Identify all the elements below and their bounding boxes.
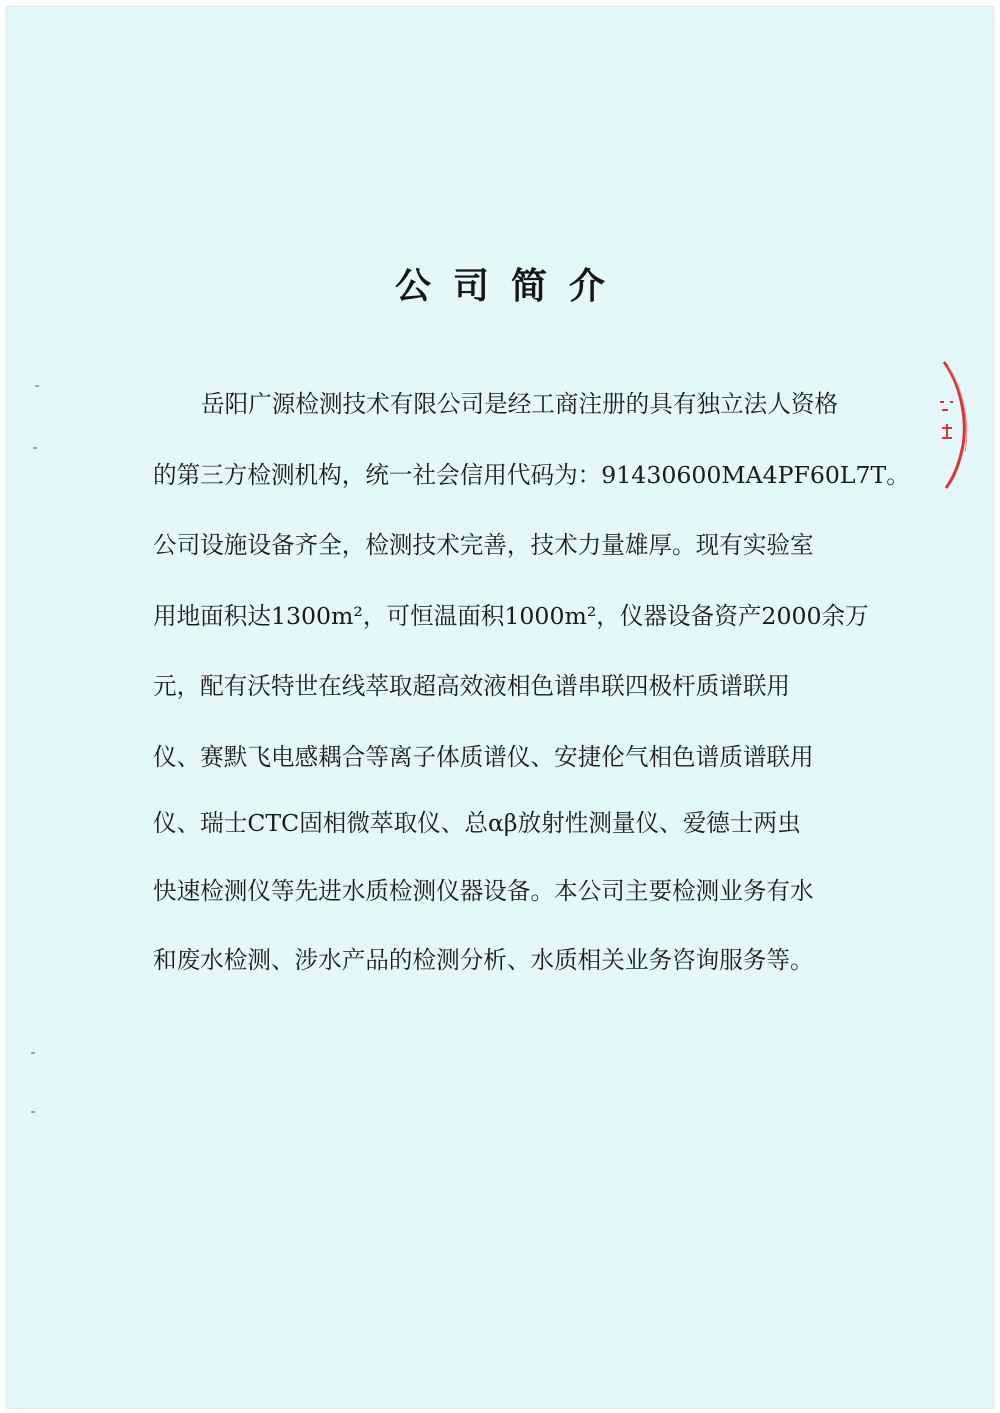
title-char: 公	[394, 266, 431, 307]
paragraph-line: 仪、赛默飞电感耦合等离子体质谱仪、安捷伦气相色谱质谱联用	[153, 743, 814, 771]
scan-speck	[35, 385, 39, 387]
scan-speck	[31, 1111, 35, 1113]
paragraph-line: 元，配有沃特世在线萃取超高效液相色谱串联四极杆质谱联用	[153, 672, 791, 700]
paragraph-line: 的第三方检测机构，统一社会信用代码为：91430600MA4PF60L7T。	[153, 461, 910, 489]
title-char: 简	[511, 266, 548, 307]
document-page	[6, 6, 994, 1409]
paragraph-line: 岳阳广源检测技术有限公司是经工商注册的具有独立法人资格	[201, 390, 839, 418]
seal-arc-icon	[922, 358, 970, 492]
paragraph-line: 公司设施设备齐全，检测技术完善，技术力量雄厚。现有实验室	[153, 531, 814, 559]
paragraph-line: 仪、瑞士CTC固相微萃取仪、总αβ放射性测量仪、爱德士两虫	[153, 809, 801, 837]
paragraph-line: 用地面积达1300m²，可恒温面积1000m²，仪器设备资产2000余万	[153, 602, 869, 630]
scan-speck	[33, 447, 37, 449]
scan-speck	[31, 1052, 35, 1054]
page-title	[0, 258, 1000, 309]
red-seal-stamp	[922, 358, 970, 492]
title-char: 司	[452, 266, 489, 307]
title-char: 介	[569, 266, 606, 307]
paragraph-line: 和废水检测、涉水产品的检测分析、水质相关业务咨询服务等。	[153, 946, 814, 974]
paragraph-line: 快速检测仪等先进水质检测仪器设备。本公司主要检测业务有水	[153, 877, 814, 905]
